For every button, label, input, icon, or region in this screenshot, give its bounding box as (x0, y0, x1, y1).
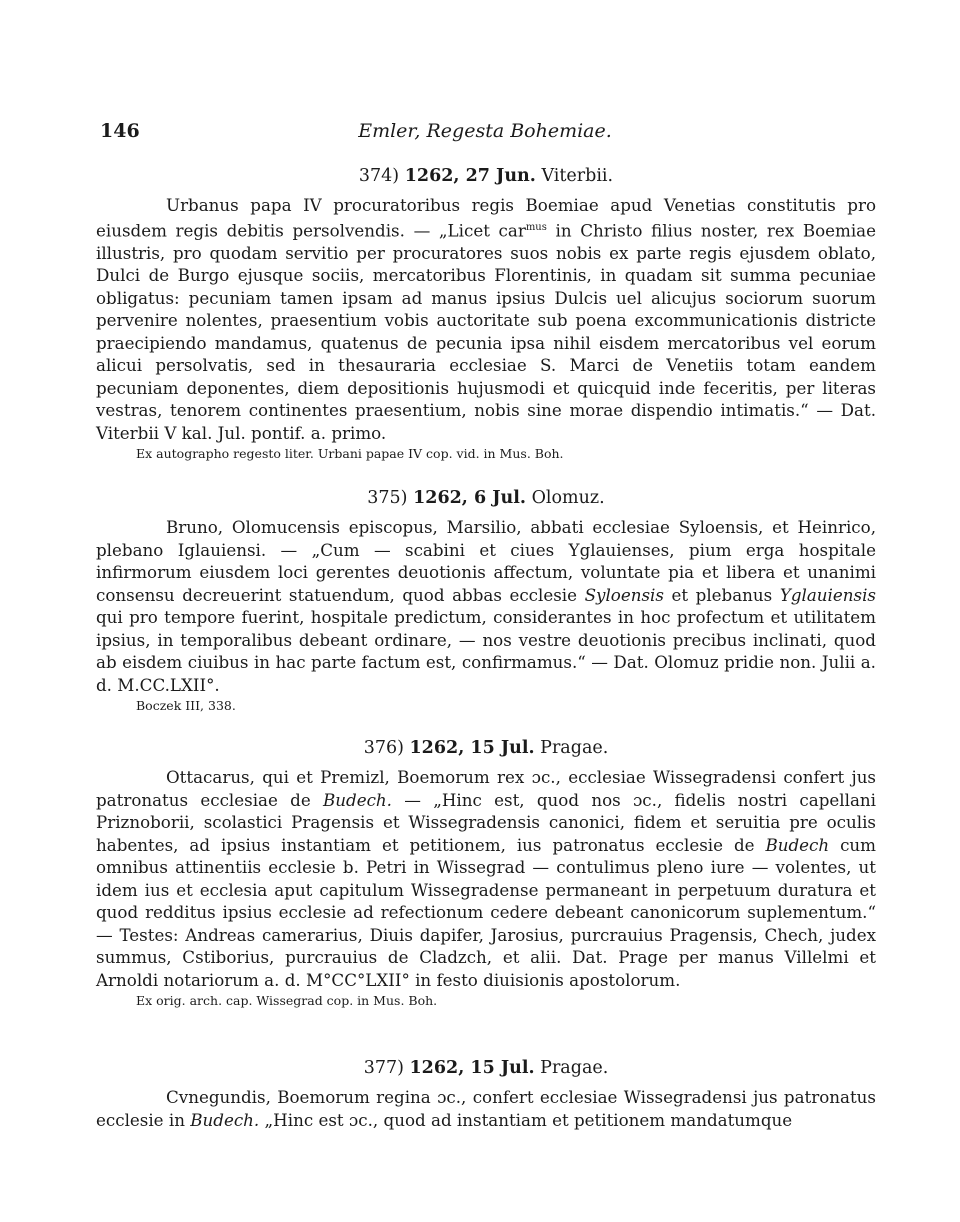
regest-entry-377 (96, 1058, 876, 1131)
entry-heading (96, 738, 876, 758)
entry-text: Ottacarus, qui et Premizl, Boemorum rex ɔc., ecclesiae Wissegradensi confert jus patronatus ecclesiae de Budech. — „Hinc est, quod nos ɔc., fidelis nostri capellani Priznoborii, scolastici Pragensis et Wissegradensis canonici, fidem et seruitia pre oculis habentes, ad ipsius instantiam et petitionem, ius patronatus ecclesie de Budech cum omnibus attinentiis ecclesie b. Petri in Wissegrad — contulimus pleno iure — volentes, ut idem ius et ecclesia aput capitulum Wissegradense permaneant in perpetuum duratura et quod redditus ipsius ecclesie ad refectionum cedere debeant canonicorum suplementum.“ — Testes: Andreas camerarius, Diuis dapifer, Jarosius, purcrauius Pragensis, Chech, judex summus, Cstiborius, purcrauius de Cladzch, et alii. Dat. Prage per manus Villelmi et Arnoldi notariorum a. d. M°CC°LXII° in festo diuisionis apostolorum. (96, 767, 876, 990)
entry-source: Ex orig. arch. cap. Wissegrad cop. in Mus. Boh. (136, 993, 438, 1008)
entry-place: Olomuz. (531, 488, 605, 508)
entry-date: 1262, 27 Jun. (404, 166, 536, 186)
regest-entry-376 (96, 738, 876, 1008)
entry-number: 375) (367, 488, 408, 508)
entry-heading (96, 488, 876, 508)
entry-text: Cvnegundis, Boemorum regina ɔc., confert ecclesiae Wissegradensi jus patronatus ecclesie in Budech. „Hinc est ɔc., quod ad instantiam et petitionem mandatumque (96, 1087, 876, 1130)
regest-entry-375 (96, 488, 876, 713)
entry-number: 377) (363, 1058, 404, 1078)
entry-heading (96, 166, 876, 186)
entry-place: Pragae. (540, 738, 609, 758)
page-header (100, 120, 870, 150)
entry-place: Pragae. (540, 1058, 609, 1078)
entry-date: 1262, 15 Jul. (409, 738, 535, 758)
entry-number: 374) (358, 166, 400, 186)
entry-source: Ex autographo regesto liter. Urbani papae IV cop. vid. in Mus. Boh. (136, 446, 564, 462)
entry-place: Viterbii. (541, 166, 614, 186)
page-number: 146 (100, 120, 140, 142)
entry-date: 1262, 15 Jul. (409, 1058, 535, 1078)
entry-heading (96, 1058, 876, 1078)
entry-number: 376) (363, 738, 404, 758)
entry-source: Boczek III, 338. (136, 698, 236, 713)
entry-date: 1262, 6 Jul. (413, 488, 526, 508)
regest-entry-374 (96, 166, 876, 461)
entry-text: Urbanus papa IV procuratoribus regis Boemiae apud Venetias constitutis pro eiusdem regis debitis persolvendis. — „Licet car$^{mus}$ in Christo filius noster, rex Boemiae illustris, pro quodam servitio per procuratores suos nobis ex parte regis ejusdem oblato, Dulci de Burgo ejusque sociis, mercatoribus Florentinis, in quadam sit summa pecuniae obligatus: pecuniam tamen ipsam ad manus ipsius Dulcis uel alicujus sociorum suorum pervenire nolentes, praesentium vobis auctoritate sub poena excommunicationis districte praecipiendo mandamus, quatenus de pecunia ipsa nihil eisdem mercatoribus vel eorum alicui persolvatis, sed in thesauraria ecclesiae S. Marci de Venetiis totam eandem pecuniam deponentes, diem depositionis hujusmodi et quicquid inde feceritis, per literas vestras, tenorem continentes praesentium, nobis sine morae dispendio intimatis.“ — Dat. Viterbii V kal. Jul. pontif. a. primo. (96, 195, 876, 443)
entry-text: Bruno, Olomucensis episcopus, Marsilio, abbati ecclesiae Syloensis, et Heinrico, plebano Iglauiensi. — „Cum — scabini et ciues Yglauienses, pium erga hospitale infirmorum eiusdem loci gerentes deuotionis affectum, voluntate pia et libera et unanimi consensu decreuerint statuendum, quod abbas ecclesie Syloensis et plebanus Yglauiensis qui pro tempore fuerint, hospitale predictum, considerantes in hoc profectum et utilitatem ipsius, in temporalibus debeant ordinare, — nos vestre deuotionis precibus inclinati, quod ab eisdem ciuibus in hac parte factum est, confirmamus.“ — Dat. Olomuz pridie non. Julii a. d. M.CC.LXII°. (96, 517, 876, 695)
running-title: Emler, Regesta Bohemiae. (358, 120, 612, 142)
